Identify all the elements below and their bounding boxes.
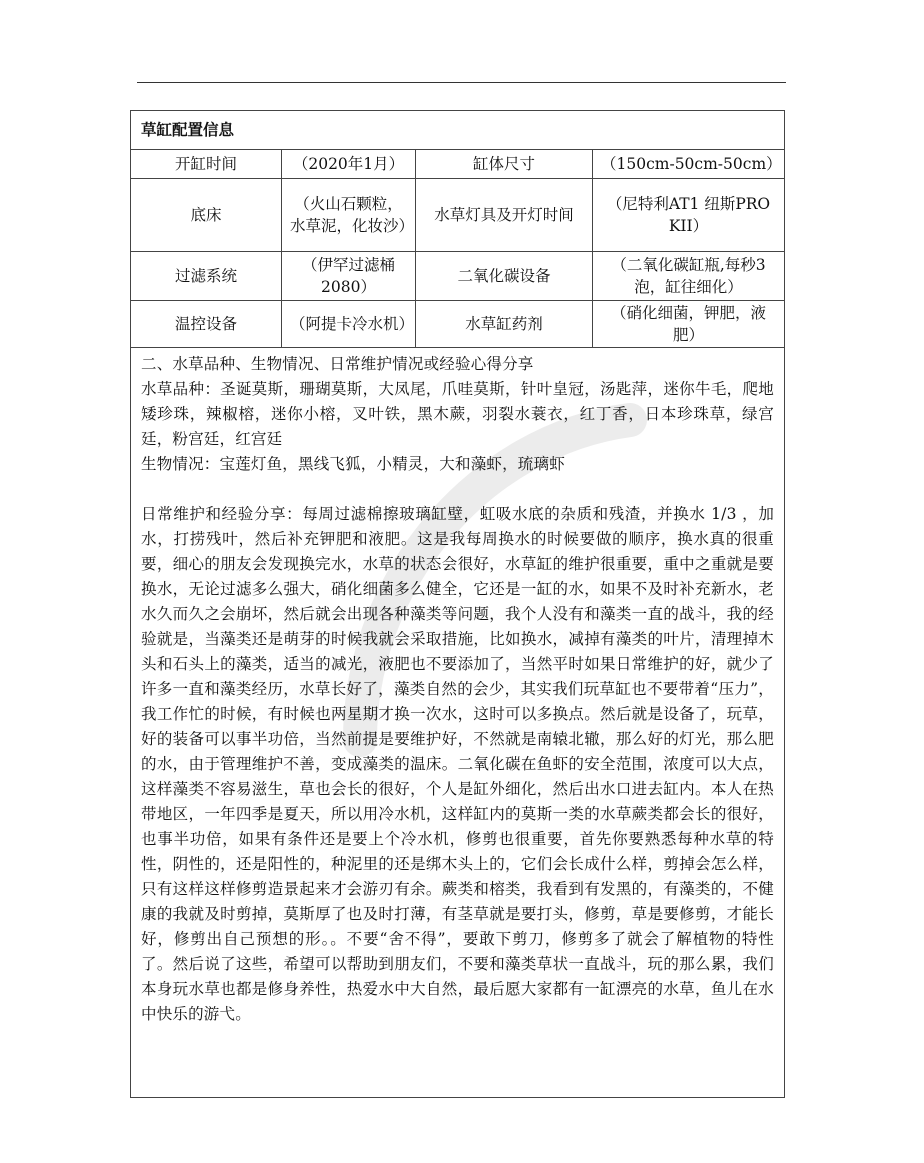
filter-label: 过滤系统 — [131, 252, 282, 301]
section-title-plants: 二、水草品种、生物情况、日常维护情况或经验心得分享 — [141, 355, 534, 373]
start-time-label: 开缸时间 — [131, 150, 282, 179]
light-label: 水草灯具及开灯时间 — [416, 179, 593, 252]
substrate-label: 底床 — [131, 179, 282, 252]
chem-label: 水草缸药剂 — [416, 301, 593, 348]
livestock: 生物情况：宝莲灯鱼，黑线飞狐，小精灵，大和藻虾，琉璃虾 — [141, 455, 565, 473]
paragraph-spacer — [141, 477, 774, 502]
temp-value: （阿提卡冷水机） — [282, 301, 416, 348]
co2-label: 二氧化碳设备 — [416, 252, 593, 301]
maintenance-text: 日常维护和经验分享：每周过滤棉擦玻璃缸壁，虹吸水底的杂质和残渣，并换水 1/3 ，加水，打捞残叶，然后补充钾肥和液肥。这是我每周换水的时候要做的顺序，换水真的很重要，细心的朋友会发现换完水，水草的状态会很好，水草缸的维护很重要，重中之重就是要换水，无论过滤多么强大，硝化细菌多么健全，它还是一缸的水，如果不及时补充新水，老水久而久之会崩坏，然后就会出现各种藻类等问题，我个人没有和藻类一直的战斗，我的经验就是，当藻类还是萌芽的时候我就会采取措施，比如换水，减掉有藻类的叶片，清理掉木头和石头上的藻类，适当的减光，液肥也不要添加了，当然平时如果日常维护的好，就少了许多一直和藻类经历，水草长好了，藻类自然的会少，其实我们玩草缸也不要带着“压力”，我工作忙的时候，有时候也两星期才换一次水，这时可以多换点。然后就是设备了，玩草，好的装备可以事半功倍，当然前提是要维护好，不然就是南辕北辙，那么好的灯光，那么肥的水，由于管理维护不善，变成藻类的温床。二氧化碳在鱼虾的安全范围，浓度可以大点，这样藻类不容易滋生，草也会长的很好，个人是缸外细化，然后出水口进去缸内。本人在热带地区，一年四季是夏天，所以用冷水机，这样缸内的莫斯一类的水草蕨类都会长的很好，也事半功倍，如果有条件还是要上个冷水机，修剪也很重要，首先你要熟悉每种水草的特性，阴性的，还是阳性的，种泥里的还是绑木头上的，它们会长成什么样，剪掉会怎么样，只有这样这样修剪造景起来才会游刃有余。蕨类和榕类，我看到有发黑的，有藻类的，不健康的我就及时剪掉，莫斯厚了也及时打薄，有茎草就是要打头，修剪，草是要修剪，才能长好，修剪出自己预想的形。。不要“舍不得”，要敢下剪刀，修剪多了就会了解植物的特性了。然后说了这些，希望可以帮助到朋友们，不要和藻类草状一直战斗，玩的那么累，我们本身玩水草也都是修身养性，热爱水中大自然，最后愿大家都有一缸漂亮的水草，鱼儿在水中快乐的游弋。 — [141, 505, 775, 1023]
filter-value: （伊罕过滤桶2080） — [282, 252, 416, 301]
plant-species: 水草品种：圣诞莫斯，珊瑚莫斯，大凤尾，爪哇莫斯，针叶皇冠，汤匙萍，迷你牛毛，爬地矮珍珠，辣椒榕，迷你小榕，叉叶铁，黑木蕨，羽裂水蓑衣，红丁香，日本珍珠草，绿宫廷，粉宫廷，红宫廷 — [141, 380, 775, 448]
header-rule — [137, 82, 786, 83]
section-body — [131, 348, 785, 1098]
config-table — [130, 110, 785, 1098]
temp-label: 温控设备 — [131, 301, 282, 348]
tank-size-value: （150cm-50cm-50cm） — [593, 150, 785, 179]
start-time-value: （2020年1月） — [282, 150, 416, 179]
chem-value: （硝化细菌，钾肥，液肥） — [593, 301, 785, 348]
substrate-value: （火山石颗粒，水草泥，化妆沙） — [282, 179, 416, 252]
light-value: （尼特利AT1 纽斯PRO KII） — [593, 179, 785, 252]
co2-value: （二氧化碳缸瓶,每秒3泡，缸往细化） — [593, 252, 785, 301]
tank-size-label: 缸体尺寸 — [416, 150, 593, 179]
section-title-config: 草缸配置信息 — [131, 111, 785, 150]
